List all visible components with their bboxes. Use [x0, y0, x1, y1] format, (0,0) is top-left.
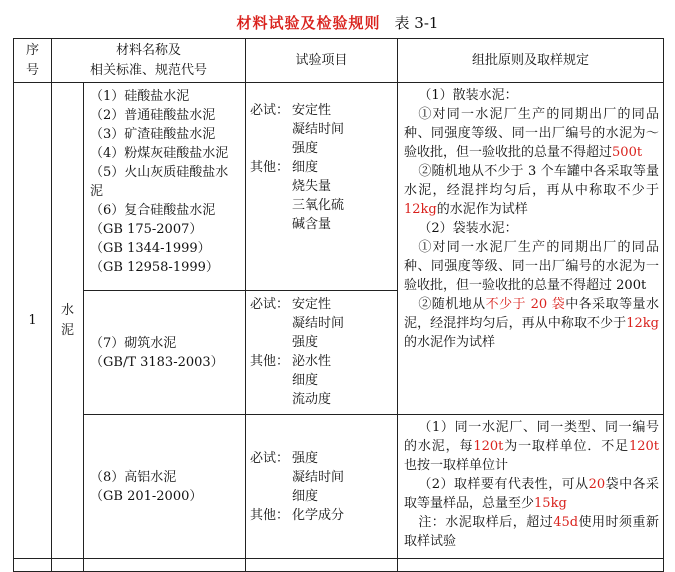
cont-cell — [398, 559, 664, 572]
table-number: 表 3-1 — [394, 14, 439, 32]
table-row-group1 — [14, 83, 664, 291]
table-header-row — [14, 39, 664, 83]
table-continuation-row — [14, 559, 664, 572]
group2-tests: 必试： 安定性 凝结时间 强度 其他： 泌水性 细度 流动度 — [246, 291, 398, 415]
rules-cell-bulk-bag: （1）散装水泥： ①对同一水泥厂生产的同期出厂的同品种、同强度等级、同一出厂编号的水泥为～验收批，但一验收批的总量不得超过500t ②随机地从不少于 3 个车罐中各采取等量水泥，经混拌均匀后，再从中称取不少于12kg的水泥作为试样 （2）袋装水泥： ①对同一水泥厂生产的同期出厂的同品种、同强度等级、同一出厂编号的水泥为一验收批，但一验收批的总量不得超过 200t ②随机地从不少于 20 袋中各采取等量水泥，经混拌均匀后，再从中称取不少于12kg的水泥作为试样 — [398, 83, 664, 415]
material-test-table — [13, 38, 664, 572]
cont-cell — [84, 559, 246, 572]
header-rules: 组批原则及取样规定 — [398, 39, 664, 83]
group2-names: （7）砌筑水泥 （GB/T 3183-2003） — [84, 291, 246, 415]
title-main: 材料试验及检验规则 — [236, 14, 381, 32]
header-material: 材料名称及 相关标准、规范代号 — [52, 39, 246, 83]
row-category: 水 泥 — [52, 83, 84, 559]
group1-tests: 必试： 安定性 凝结时间 强度 其他： 细度 烧失量 三氧化硫 碱含量 — [246, 83, 398, 291]
cont-cell — [14, 559, 52, 572]
table-row-group3 — [14, 415, 664, 559]
cont-cell — [246, 559, 398, 572]
group3-tests: 必试： 强度 凝结时间 细度 其他： 化学成分 — [246, 415, 398, 559]
group1-names: （1）硅酸盐水泥 （2）普通硅酸盐水泥 （3）矿渣硅酸盐水泥 （4）粉煤灰硅酸盐水泥 （5）火山灰质硅酸盐水泥 （6）复合硅酸盐水泥 （GB 175-2007） （GB 1344-1999） （GB 12958-1999） — [84, 83, 246, 291]
group3-names: （8）高铝水泥 （GB 201-2000） — [84, 415, 246, 559]
cont-cell — [52, 559, 84, 572]
rules-cell-high-alumina: （1）同一水泥厂、同一类型、同一编号的水泥，每120t为一取样单位．不足120t也按一取样单位计 （2）取样要有代表性，可从20袋中各采取等量样品，总量至少15kg 注：水泥取样后，超过45d使用时须重新取样试验 — [398, 415, 664, 559]
header-test-items: 试验项目 — [246, 39, 398, 83]
row-seq: 1 — [14, 83, 52, 559]
table-title — [0, 12, 675, 34]
header-seq: 序 号 — [14, 39, 52, 83]
